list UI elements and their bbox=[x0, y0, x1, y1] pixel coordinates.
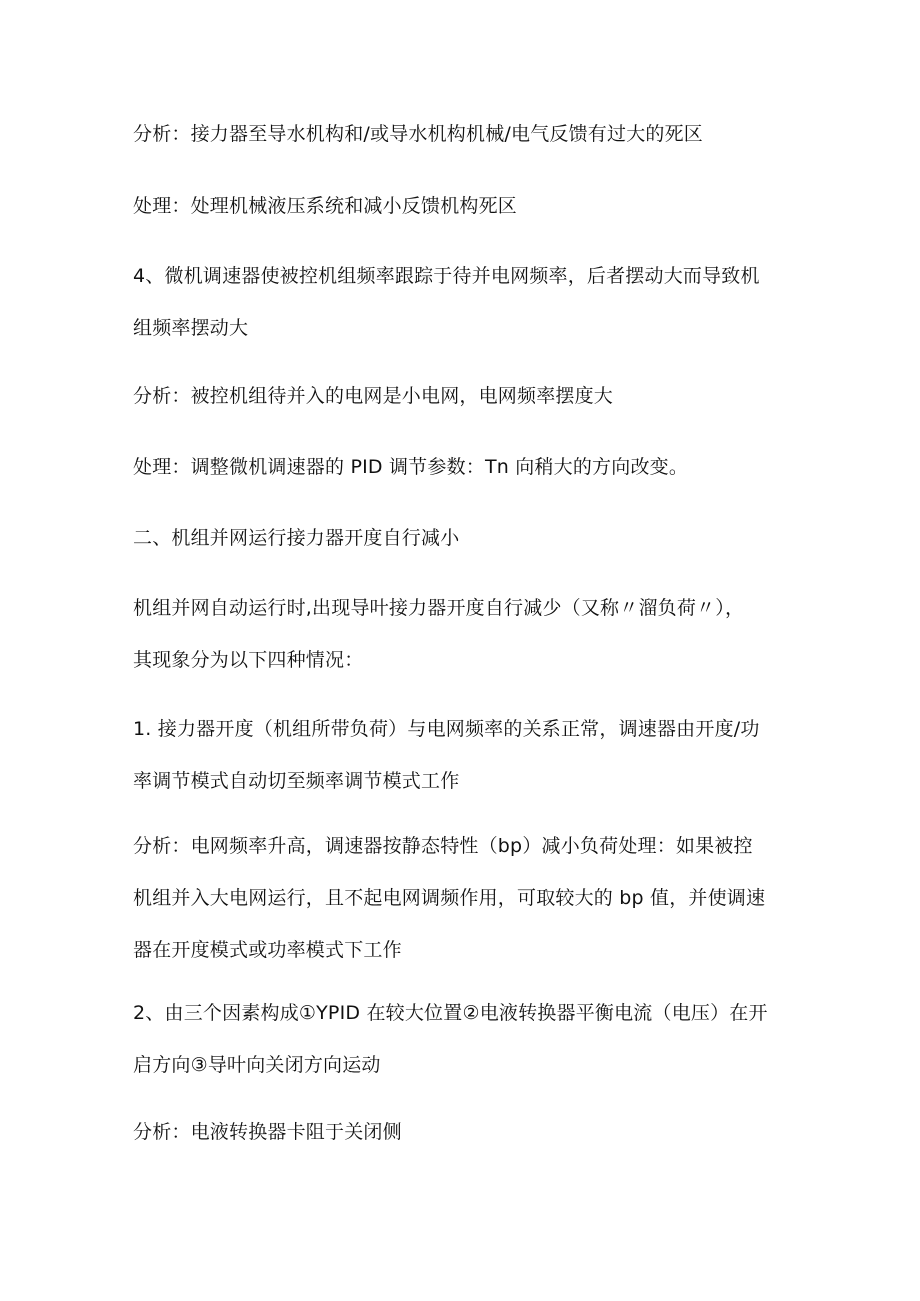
paragraph-analysis-small-grid bbox=[133, 370, 793, 422]
text-line: 二、机组并网运行接力器开度自行减小 bbox=[133, 527, 460, 549]
text-line: 率调节模式自动切至频率调节模式工作 bbox=[133, 770, 460, 792]
text-line: 分析：电网频率升高，调速器按静态特性（bp）减小负荷处理：如果被控 bbox=[133, 835, 753, 857]
paragraph-analysis-case-2 bbox=[133, 1106, 793, 1158]
text-line: 分析：被控机组待并入的电网是小电网，电网频率摆度大 bbox=[133, 385, 614, 407]
paragraph-case-2 bbox=[133, 987, 793, 1091]
paragraph-treatment-pid bbox=[133, 441, 793, 493]
text-line: 分析：电液转换器卡阻于关闭侧 bbox=[133, 1121, 402, 1143]
text-line: 1. 接力器开度（机组所带负荷）与电网频率的关系正常，调速器由开度/功 bbox=[133, 718, 760, 740]
text-line: 机组并网自动运行时,出现导叶接力器开度自行减少（又称〃溜负荷〃）， bbox=[133, 597, 745, 619]
text-line: 启方向③导叶向关闭方向运动 bbox=[133, 1054, 381, 1076]
text-line: 4、微机调速器使被控机组频率跟踪于待并电网频率，后者摆动大而导致机 bbox=[133, 265, 760, 287]
paragraph-item-4 bbox=[133, 250, 793, 354]
text-line: 2、由三个因素构成①YPID 在较大位置②电液转换器平衡电流（电压）在开 bbox=[133, 1002, 768, 1024]
text-line: 其现象分为以下四种情况： bbox=[133, 649, 364, 671]
paragraph-analysis-case-1 bbox=[133, 820, 793, 976]
text-line: 机组并入大电网运行，且不起电网调频作用，可取较大的 bp 值，并使调速 bbox=[133, 887, 766, 909]
section-heading-2 bbox=[133, 512, 793, 564]
paragraph-load-drift-intro bbox=[133, 582, 793, 686]
paragraph-case-1 bbox=[133, 703, 793, 807]
text-line: 分析：接力器至导水机构和/或导水机构机械/电气反馈有过大的死区 bbox=[133, 123, 704, 145]
paragraph-treatment-deadzone bbox=[133, 180, 793, 232]
text-line: 组频率摆动大 bbox=[133, 317, 249, 339]
text-line: 器在开度模式或功率模式下工作 bbox=[133, 939, 402, 961]
text-line: 处理：处理机械液压系统和减小反馈机构死区 bbox=[133, 195, 518, 217]
text-line: 处理：调整微机调速器的 PID 调节参数：Tn 向稍大的方向改变。 bbox=[133, 456, 689, 478]
paragraph-analysis-deadzone bbox=[133, 108, 793, 160]
